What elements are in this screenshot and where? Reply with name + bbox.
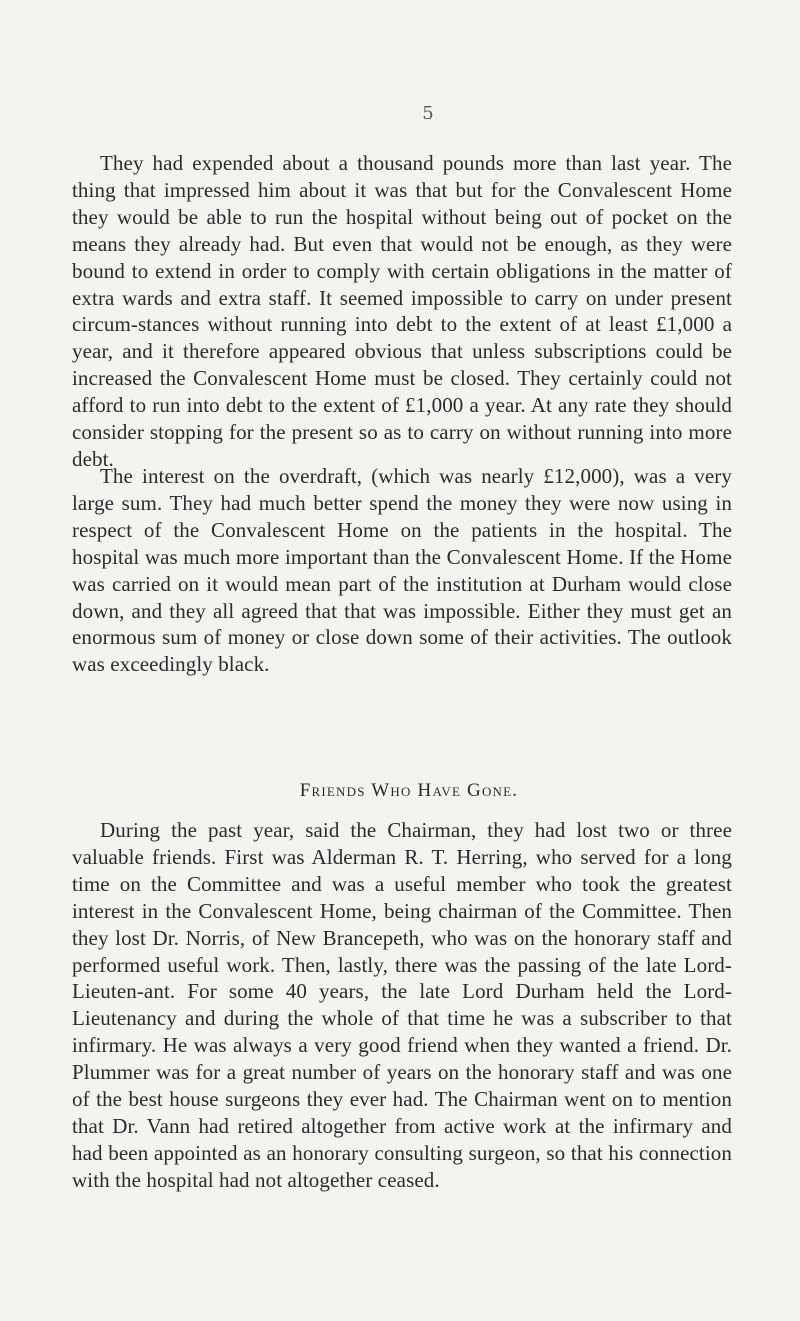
paragraph-expenditure: They had expended about a thousand pounds more than last year. The thing that impressed him about it was that but for the Convalescent Home they would be able to run the hospital without being out of pocket on the means they already had. But even that would not be enough, as they were bound to extend in order to comply with certain obligations in the matter of extra wards and extra staff. It seemed impossible to carry on under present circum-stances without running into debt to the extent of at least £1,000 a year, and it therefore appeared obvious that unless subscriptions could be increased the Convalescent Home must be closed. They certainly could not afford to run into debt to the extent of £1,000 a year. At any rate they should consider stopping for the present so as to carry on without running into more debt. [72, 151, 732, 471]
section-heading: Friends Who Have Gone. [299, 780, 519, 801]
paragraph-overdraft: The interest on the overdraft, (which was nearly £12,000), was a very large sum. They had much better spend the money they were now using in respect of the Convalescent Home on the patients in the hospital. The hospital was much more important than the Convalescent Home. If the Home was carried on it would mean part of the institution at Durham would close down, and they all agreed that that was impossible. Either they must get an enormous sum of money or close down some of their activities. The outlook was exceedingly black. [72, 464, 732, 677]
paragraph-friends: During the past year, said the Chairman, they had lost two or three valuable friends. First was Alderman R. T. Herring, who served for a long time on the Committee and was a useful member who took the greatest interest in the Convalescent Home, being chairman of the Committee. Then they lost Dr. Norris, of New Brancepeth, who was on the honorary staff and performed useful work. Then, lastly, there was the passing of the late Lord-Lieuten-ant. For some 40 years, the late Lord Durham held the Lord-Lieutenancy and during the whole of that time he was a subscriber to that infirmary. He was always a very good friend when they wanted a friend. Dr. Plummer was for a great number of years on the honorary staff and was one of the best house surgeons they ever had. The Chairman went on to mention that Dr. Vann had retired altogether from active work at the infirmary and had been appointed as an honorary consulting surgeon, so that his connection with the hospital had not altogether ceased. [72, 818, 732, 1192]
page-number: 5 [422, 103, 434, 124]
